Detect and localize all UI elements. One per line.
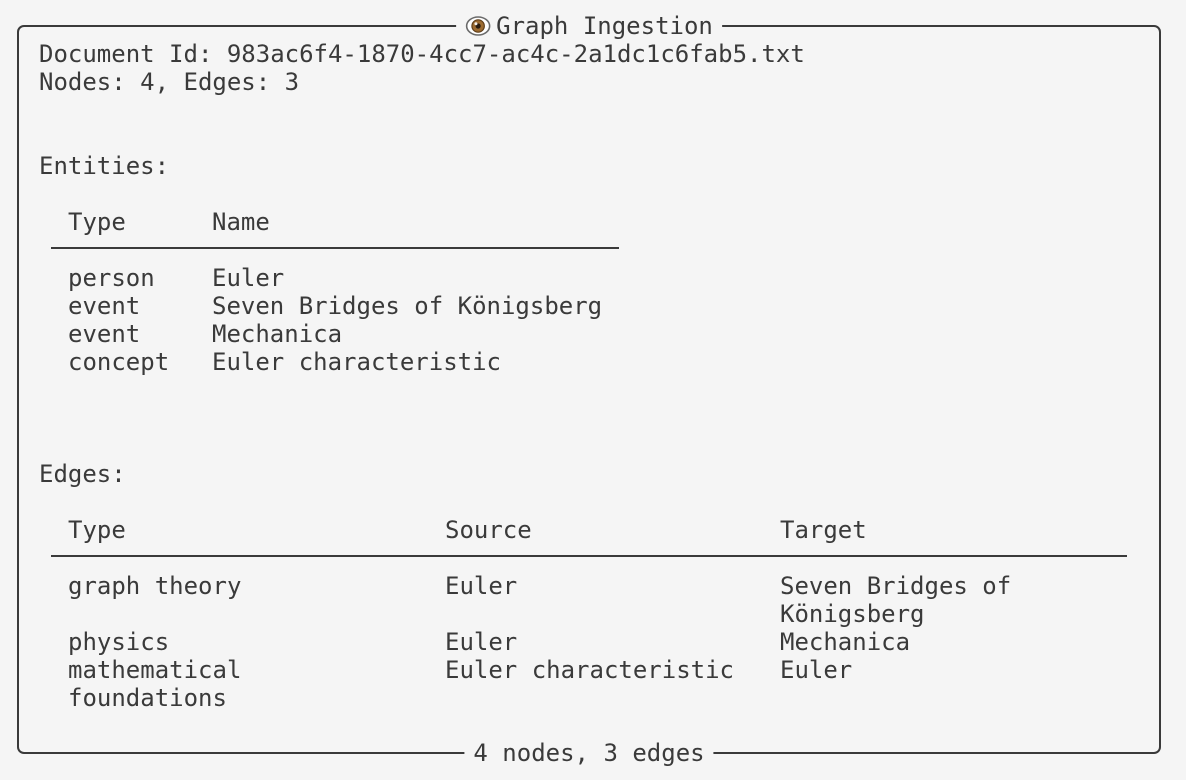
panel-title-label: Graph Ingestion	[496, 12, 713, 40]
entity-name: Euler characteristic	[212, 348, 501, 376]
panel-content	[39, 40, 1157, 712]
entities-header-rule	[39, 236, 1157, 264]
entity-type: concept	[68, 348, 170, 376]
node-edge-counts-line: Nodes: 4, Edges: 3	[39, 68, 300, 96]
entity-type: event	[68, 320, 141, 348]
document-id-line: Document Id: 983ac6f4-1870-4cc7-ac4c-2a1dc1c6fab5.txt	[39, 40, 805, 68]
edge-source: Euler characteristic	[445, 656, 734, 684]
entity-row	[39, 320, 1157, 348]
entity-row	[39, 348, 1157, 376]
edge-target: Euler	[780, 656, 853, 684]
spacer	[39, 96, 1157, 152]
edge-target: Seven Bridges of Königsberg	[780, 572, 1012, 628]
entity-type: person	[68, 264, 155, 292]
edge-type: graph theory	[68, 572, 242, 600]
edge-source: Euler	[445, 628, 518, 656]
eye-icon	[465, 13, 491, 39]
entity-row	[39, 264, 1157, 292]
edge-row	[39, 628, 1157, 656]
graph-ingestion-panel	[17, 12, 1161, 767]
edge-row	[39, 572, 1157, 628]
edges-col-source: Source	[445, 516, 532, 544]
edge-source: Euler	[445, 572, 518, 600]
entities-col-name: Name	[212, 208, 270, 236]
entities-section-label: Entities:	[39, 152, 170, 180]
edge-type: physics	[68, 628, 170, 656]
edge-row	[39, 656, 1157, 712]
panel-title	[456, 12, 722, 40]
entities-col-type: Type	[68, 208, 126, 236]
edges-section-label: Edges:	[39, 460, 126, 488]
spacer	[39, 376, 1157, 460]
panel-footer	[464, 739, 713, 767]
entity-name: Euler	[212, 264, 285, 292]
edges-table-header	[39, 516, 1157, 544]
entity-row	[39, 292, 1157, 320]
entity-name: Mechanica	[212, 320, 343, 348]
edges-col-target: Target	[780, 516, 867, 544]
entity-type: event	[68, 292, 141, 320]
entities-table-header	[39, 208, 1157, 236]
edges-col-type: Type	[68, 516, 126, 544]
spacer	[39, 488, 1157, 516]
edge-target: Mechanica	[780, 628, 911, 656]
spacer	[39, 180, 1157, 208]
edge-type: mathematical foundations	[68, 656, 242, 712]
panel-footer-label: 4 nodes, 3 edges	[473, 739, 705, 767]
edges-header-rule	[39, 544, 1157, 572]
entity-name: Seven Bridges of Königsberg	[212, 292, 603, 320]
